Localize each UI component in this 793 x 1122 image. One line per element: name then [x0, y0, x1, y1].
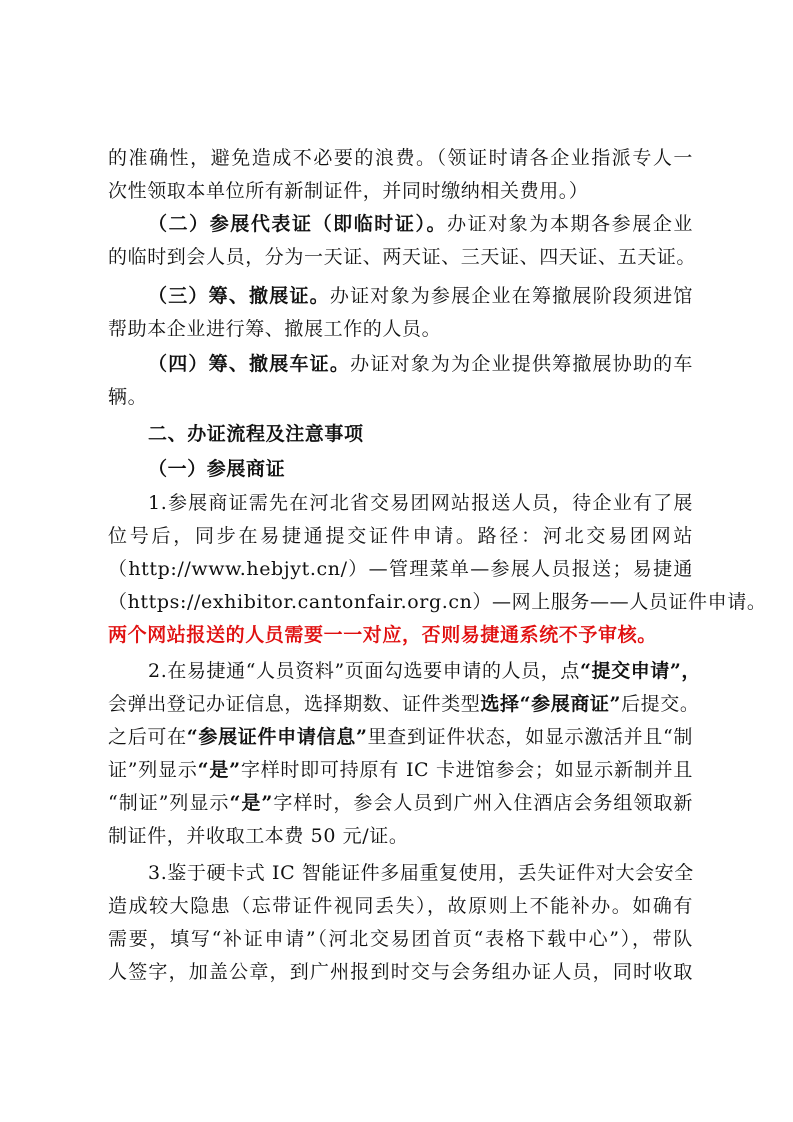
paragraph-line: 位号后，同步在易捷通提交证件申请。路径：河北交易团网站 — [108, 525, 693, 547]
paragraph-line: 辆。 — [108, 386, 148, 408]
section-item-setup-pass: （三）筹、撤展证。办证对象为参展企业在筹撤展阶段须进馆 — [148, 285, 693, 307]
paragraph-line: 需要，填写“补证申请”（河北交易团首页“表格下载中心”），带队 — [108, 928, 693, 950]
section-heading: 二、办证流程及注意事项 — [148, 423, 364, 445]
paragraph-line: 造成较大隐患（忘带证件视同丢失），故原则上不能补办。如确有 — [108, 895, 693, 917]
paragraph-line: 证”列显示“是”字样时即可持原有 IC 卡进馆参会；如显示新制并且 — [108, 759, 693, 781]
paragraph-line: 1.参展商证需先在河北省交易团网站报送人员，待企业有了展 — [148, 492, 693, 514]
paragraph-line: 帮助本企业进行筹、撤展工作的人员。 — [108, 318, 442, 340]
paragraph-line: 人签字，加盖公章，到广州报到时交与会务组办证人员，同时收取 — [108, 961, 693, 983]
section-item-vehicle-pass: （四）筹、撤展车证。办证对象为为企业提供筹撤展协助的车 — [148, 353, 693, 375]
subsection-heading: （一）参展商证 — [148, 458, 286, 480]
paragraph-line: 之后可在“参展证件申请信息”里查到证件状态，如显示激活并且“制 — [108, 726, 693, 748]
section-item-representative-pass: （二）参展代表证（即临时证）。办证对象为本期各参展企业 — [148, 213, 693, 235]
paragraph-line: （https://exhibitor.cantonfair.org.cn）—网上服务——人员证件申请。 — [108, 591, 767, 613]
paragraph-line: 3.鉴于硬卡式 IC 智能证件多届重复使用，丢失证件对大会安全 — [148, 862, 694, 884]
paragraph-line: 制证件，并收取工本费 50 元/证。 — [108, 825, 409, 847]
paragraph-line: 的准确性，避免造成不必要的浪费。（领证时请各企业指派专人一 — [108, 147, 693, 169]
warning-line: 两个网站报送的人员需要一一对应，否则易捷通系统不予审核。 — [108, 624, 657, 646]
paragraph-line: 次性领取本单位所有新制证件，并同时缴纳相关费用。） — [108, 180, 589, 202]
paragraph-line: “制证”列显示“是”字样时，参会人员到广州入住酒店会务组领取新 — [108, 792, 693, 814]
paragraph-line: 的临时到会人员，分为一天证、两天证、三天证、四天证、五天证。 — [108, 246, 697, 268]
paragraph-line: 2.在易捷通“人员资料”页面勾选要申请的人员，点“提交申请”， — [148, 660, 702, 682]
paragraph-line: 会弹出登记办证信息，选择期数、证件类型选择“参展商证”后提交。 — [108, 693, 700, 715]
paragraph-line: （http://www.hebjyt.cn/）—管理菜单—参展人员报送；易捷通 — [108, 558, 693, 580]
